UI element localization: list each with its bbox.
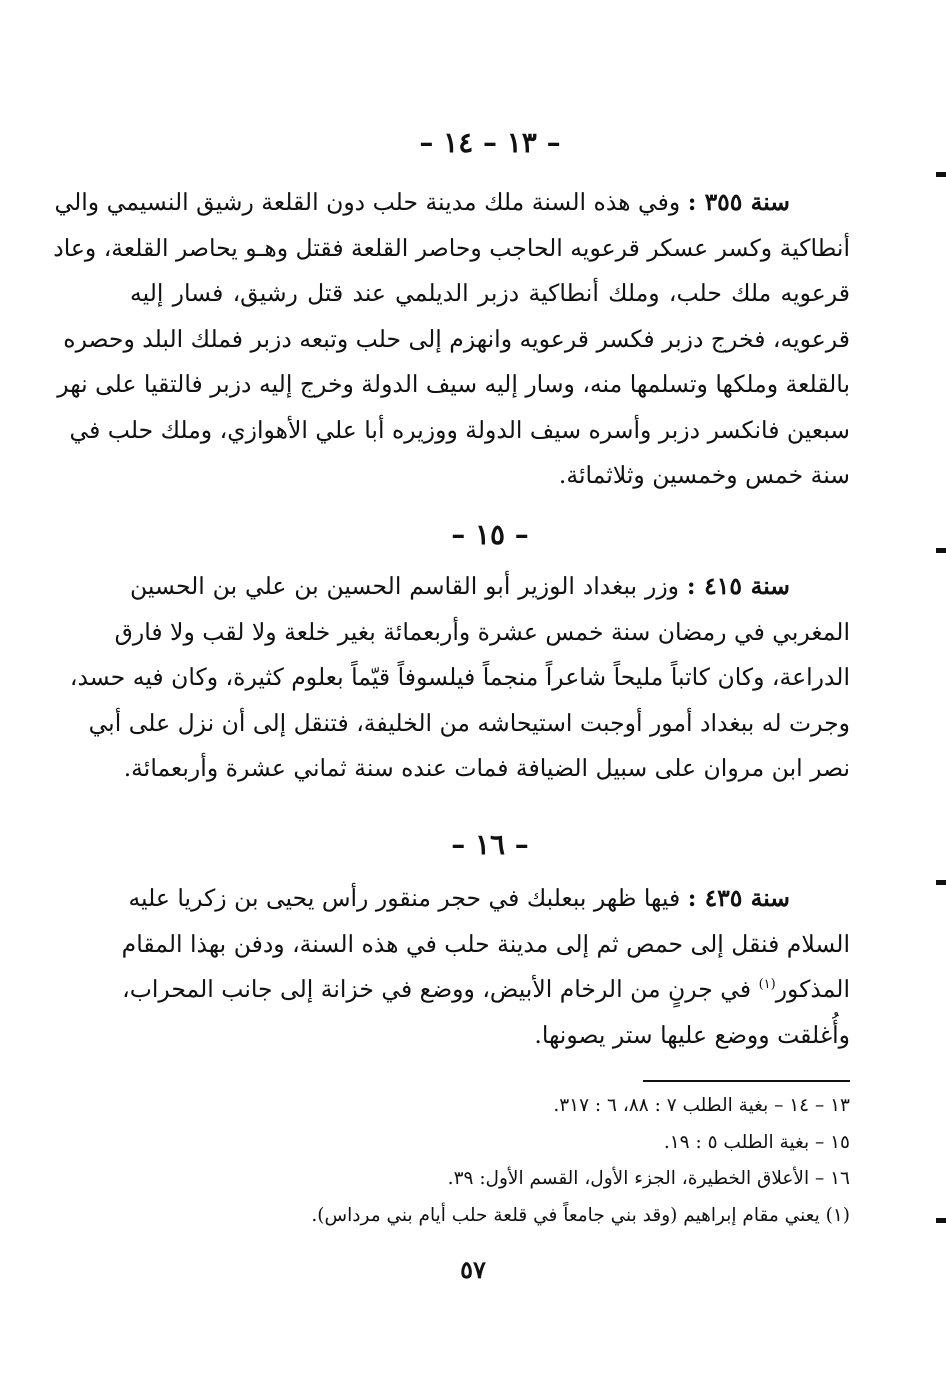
- section-body-15: [69, 564, 850, 792]
- paragraph-line: وجرت له ببغداد أمور أوجبت استيحاشه من الخليفة، فتنقل إلى أن نزل على أبي: [88, 708, 850, 737]
- paragraph-line: وأُغلقت ووضع عليها ستر يصونها.: [534, 1020, 850, 1049]
- paragraph-line: سنة خمس وخمسين وثلاثمائة.: [558, 461, 850, 489]
- margin-mark: [936, 548, 946, 553]
- footnote: ١٣ – ١٤ – بغية الطلب ٧ : ٨٨، ٦ : ٣١٧.: [553, 1095, 850, 1116]
- paragraph-line: نصر ابن مروان على سبيل الضيافة فمات عنده سنة ثماني عشرة وأربعمائة.: [123, 754, 850, 782]
- section-body-13-14: [53, 180, 850, 499]
- year-label: سنة ٤١٥ :: [686, 572, 790, 600]
- footnote: (١) يعني مقام إبراهيم (وقد بني جامعاً في قلعة حلب أيام بني مرداس).: [311, 1204, 850, 1226]
- paragraph-line: الدراعة، وكان كاتباً مليحاً شاعراً منجماً فيلسوفاً قيّماً بعلوم كثيرة، وكان فيه حسد،: [69, 663, 850, 691]
- paragraph-line: أنطاكية وكسر عسكر قرعويه الحاجب وحاصر القلعة فقتل وهـو يحاصر القلعة، وعاد: [53, 233, 850, 262]
- paragraph-line: قرعويه، فخرج دزبر فكسر قرعويه وانهزم إلى حلب وتبعه دزبر فملك البلد وحصره: [63, 324, 850, 353]
- margin-mark: [936, 172, 946, 177]
- paragraph-line: بالقلعة وملكها وتسلمها منه، وسار إليه سيف الدولة وخرج إليه دزبر فالتقيا على نهر: [57, 370, 850, 398]
- section-heading-16: – ١٦ –: [451, 828, 529, 861]
- paragraph-line: سنة ٣٥٥ : وفي هذه السنة ملك مدينة حلب دون القلعة رشيق النسيمي والي: [54, 188, 790, 216]
- margin-mark: [936, 1218, 946, 1223]
- paragraph-line: سنة ٤٣٥ : فيها ظهر ببعلبك في حجر منقور رأس يحيى بن زكريا عليه: [128, 884, 790, 912]
- footnote-ref: (١): [758, 977, 776, 993]
- section-heading-15: – ١٥ –: [451, 518, 529, 551]
- paragraph-line: السلام فنقل إلى حمص ثم إلى مدينة حلب في هذه السنة، ودفن بهذا المقام: [121, 929, 850, 958]
- paragraph-line: سبعين فانكسر دزبر وأسره سيف الدولة ووزيره أبا علي الأهوازي، وملك حلب في: [69, 415, 850, 444]
- footnote: ١٦ – الأعلاق الخطيرة، الجزء الأول، القسم الأول: ٣٩.: [447, 1168, 850, 1189]
- paragraph-line: المذكور$^{(١)}$ في جرنٍ من الرخام الأبيض، ووضع في خزانة إلى جانب المحراب،: [122, 975, 850, 1003]
- footnote: ١٥ – بغية الطلب ٥ : ١٩.: [663, 1131, 850, 1153]
- page-number: ٥٧: [460, 1255, 486, 1284]
- paragraph-line: سنة ٤١٥ : وزر ببغداد الوزير أبو القاسم الحسين بن علي بن الحسين: [130, 572, 790, 600]
- paragraph-line: قرعويه ملك حلب، وملك أنطاكية دزبر الديلمي عند قتل رشيق، فسار إليه: [130, 279, 850, 307]
- footnotes: [130, 1088, 850, 1234]
- margin-mark: [936, 880, 946, 885]
- footnote-separator: [643, 1080, 850, 1082]
- year-label: سنة ٣٥٥ :: [687, 188, 790, 216]
- section-body-16: [121, 876, 850, 1058]
- section-heading-13-14: – ١٣ – ١٤ –: [419, 126, 561, 159]
- year-label: سنة ٤٣٥ :: [687, 884, 790, 912]
- paragraph-line: المغربي في رمضان سنة خمس عشرة وأربعمائة بغير خلعة ولا لقب ولا فارق: [114, 617, 850, 646]
